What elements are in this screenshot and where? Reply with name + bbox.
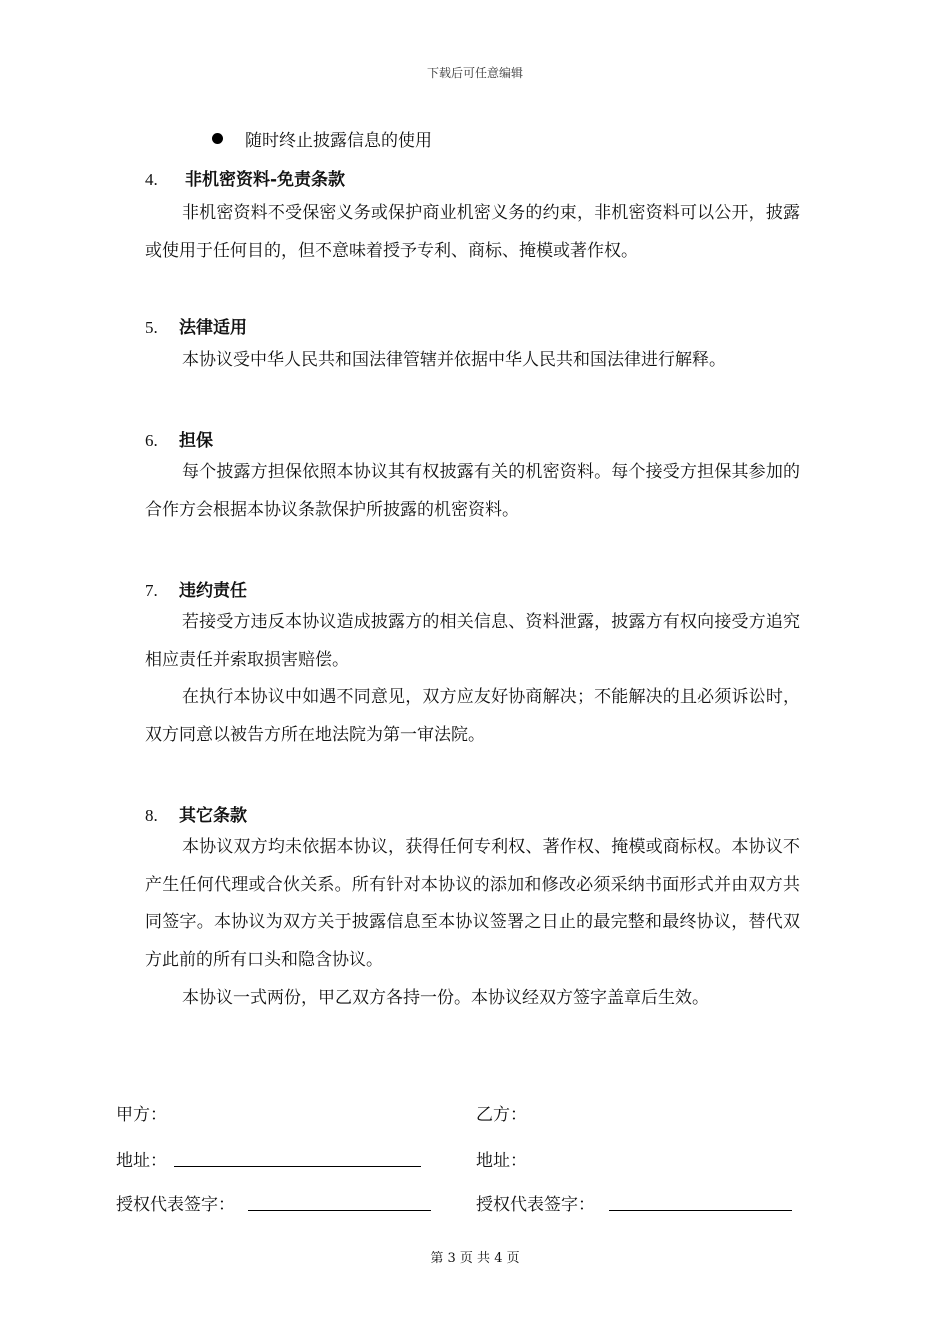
section-heading-4 xyxy=(145,165,345,190)
party-a-rep-label: 授权代表签字： xyxy=(116,1195,235,1215)
section-title: 法律适用 xyxy=(179,318,247,338)
section-paragraph: 非机密资料不受保密义务或保护商业机密义务的约束，非机密资料可以公开，披露或使用于任何目的，但不意味着授予专利、商标、掩模或著作权。 xyxy=(145,203,800,261)
section-number: 7. xyxy=(145,581,158,600)
party-a-label: 甲方： xyxy=(116,1105,167,1125)
section-paragraph: 在执行本协议中如遇不同意见，双方应友好协商解决；不能解决的且必须诉讼时，双方同意以被告方所在地法院为第一审法院。 xyxy=(145,687,800,745)
section-number: 5. xyxy=(145,318,158,337)
section-paragraph: 本协议双方均未依据本协议，获得任何专利权、著作权、掩模或商标权。本协议不产生任何代理或合伙关系。所有针对本协议的添加和修改必须采纳书面形式并由双方共同签字。本协议为双方关于披露信息至本协议签署之日止的最完整和最终协议，替代双方此前的所有口头和隐含协议。 xyxy=(145,837,800,970)
party-a-address-label: 地址： xyxy=(116,1151,167,1171)
party-a-signature-line[interactable] xyxy=(248,1210,431,1211)
section-title: 违约责任 xyxy=(179,581,247,601)
party-a-address-line[interactable] xyxy=(174,1166,421,1167)
section-number: 8. xyxy=(145,806,158,825)
party-b-rep-label: 授权代表签字： xyxy=(476,1195,595,1215)
bullet-item xyxy=(212,126,432,151)
section-title: 非机密资料-免责条款 xyxy=(185,170,346,190)
bullet-dot-icon xyxy=(212,133,223,144)
section-heading-5 xyxy=(145,313,247,338)
section-title: 其它条款 xyxy=(179,806,247,826)
party-b-label: 乙方： xyxy=(476,1105,527,1125)
section-heading-7 xyxy=(145,576,247,601)
page-header: 下载后可任意编辑 xyxy=(426,66,523,80)
section-paragraph: 本协议一式两份，甲乙双方各持一份。本协议经双方签字盖章后生效。 xyxy=(182,988,709,1008)
section-paragraph: 每个披露方担保依照本协议其有权披露有关的机密资料。每个接受方担保其参加的合作方会根据本协议条款保护所披露的机密资料。 xyxy=(145,462,800,520)
party-b-signature-line[interactable] xyxy=(609,1210,792,1211)
section-paragraph: 本协议受中华人民共和国法律管辖并依据中华人民共和国法律进行解释。 xyxy=(182,350,726,370)
party-b-address-label: 地址： xyxy=(476,1151,527,1171)
section-number: 4. xyxy=(145,170,158,189)
section-number: 6. xyxy=(145,431,158,450)
section-heading-8 xyxy=(145,801,247,826)
section-heading-6 xyxy=(145,426,213,451)
bullet-text: 随时终止披露信息的使用 xyxy=(245,131,432,151)
section-title: 担保 xyxy=(179,431,213,451)
page-footer: 第 3 页 共 4 页 xyxy=(430,1251,520,1266)
section-paragraph: 若接受方违反本协议造成披露方的相关信息、资料泄露，披露方有权向接受方追究相应责任并索取损害赔偿。 xyxy=(145,612,800,670)
